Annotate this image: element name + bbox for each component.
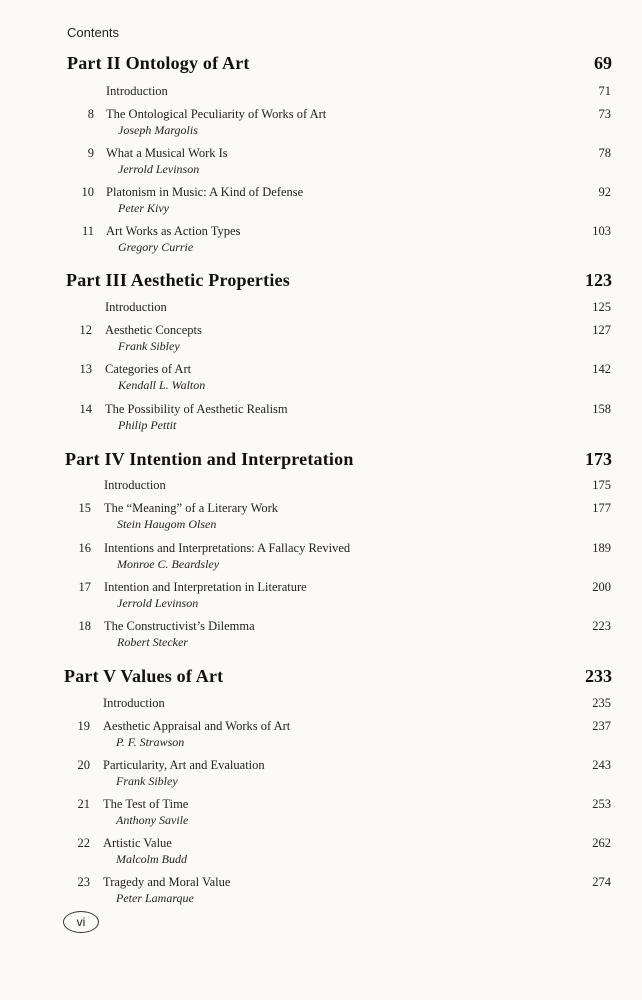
- chapter-author: Gregory Currie: [118, 240, 194, 254]
- toc-chapter-entry[interactable]: [0, 402, 642, 438]
- toc-chapter-entry[interactable]: [0, 501, 642, 537]
- chapter-title: Aesthetic Appraisal and Works of Art: [103, 719, 291, 733]
- chapter-title: Particularity, Art and Evaluation: [103, 758, 265, 772]
- chapter-author: Peter Lamarque: [116, 891, 194, 905]
- chapter-author: Philip Pettit: [118, 418, 177, 432]
- chapter-title: What a Musical Work Is: [106, 146, 228, 160]
- part-page-number: 233: [585, 666, 612, 686]
- entry-page-number: 142: [592, 362, 611, 376]
- part-heading[interactable]: [0, 53, 642, 83]
- chapter-author: Kendall L. Walton: [118, 378, 206, 392]
- chapter-number: 13: [79, 362, 92, 376]
- chapter-author: P. F. Strawson: [116, 735, 185, 749]
- chapter-number: 9: [87, 146, 94, 160]
- chapter-number: 11: [81, 224, 94, 238]
- entry-title: Introduction: [105, 300, 167, 314]
- entry-page-number: 235: [592, 696, 611, 710]
- entry-page-number: 175: [592, 478, 611, 492]
- chapter-number: 8: [87, 107, 94, 121]
- toc-chapter-entry[interactable]: [0, 224, 642, 260]
- entry-page-number: 158: [592, 402, 611, 416]
- chapter-title: Tragedy and Moral Value: [103, 875, 231, 889]
- chapter-author: Frank Sibley: [118, 339, 180, 353]
- chapter-title: The Test of Time: [103, 797, 189, 811]
- toc-chapter-entry[interactable]: [0, 323, 642, 359]
- entry-title: Introduction: [104, 478, 166, 492]
- chapter-number: 19: [77, 719, 90, 733]
- chapter-title: Intentions and Interpretations: A Fallacy Revived: [104, 541, 351, 555]
- chapter-author: Monroe C. Beardsley: [117, 557, 220, 571]
- chapter-author: Robert Stecker: [117, 635, 188, 649]
- entry-page-number: 103: [592, 224, 611, 238]
- part-title: Part V Values of Art: [64, 666, 224, 686]
- entry-page-number: 189: [592, 541, 611, 555]
- toc-chapter-entry[interactable]: [0, 107, 642, 143]
- chapter-number: 20: [77, 758, 90, 772]
- chapter-author: Jerrold Levinson: [118, 162, 200, 176]
- chapter-author: Malcolm Budd: [116, 852, 187, 866]
- entry-title: Introduction: [106, 84, 168, 98]
- running-head: Contents: [67, 25, 120, 40]
- toc-chapter-entry[interactable]: [0, 719, 642, 755]
- entry-page-number: 127: [592, 323, 611, 337]
- chapter-title: The Ontological Peculiarity of Works of Art: [106, 107, 327, 121]
- chapter-number: 17: [78, 580, 91, 594]
- part-heading[interactable]: [0, 270, 642, 300]
- chapter-title: The Constructivist’s Dilemma: [104, 619, 255, 633]
- chapter-title: The Possibility of Aesthetic Realism: [105, 402, 288, 416]
- toc-chapter-entry[interactable]: [0, 580, 642, 616]
- chapter-number: 21: [77, 797, 90, 811]
- chapter-number: 23: [77, 875, 90, 889]
- toc-chapter-entry[interactable]: [0, 541, 642, 577]
- entry-page-number: 237: [592, 719, 611, 733]
- part-title: Part IV Intention and Interpretation: [65, 449, 354, 469]
- page-folio: vi: [63, 911, 99, 933]
- entry-page-number: 223: [592, 619, 611, 633]
- chapter-title: Categories of Art: [105, 362, 192, 376]
- chapter-author: Anthony Savile: [116, 813, 189, 827]
- entry-page-number: 274: [592, 875, 611, 889]
- part-page-number: 69: [594, 53, 612, 73]
- chapter-author: Peter Kivy: [118, 201, 169, 215]
- toc-chapter-entry[interactable]: [0, 758, 642, 794]
- entry-page-number: 78: [598, 146, 611, 160]
- entry-title: Introduction: [103, 696, 165, 710]
- part-title: Part III Aesthetic Properties: [66, 270, 290, 290]
- part-heading[interactable]: [0, 666, 642, 696]
- chapter-title: Aesthetic Concepts: [105, 323, 202, 337]
- entry-page-number: 125: [592, 300, 611, 314]
- entry-page-number: 262: [592, 836, 611, 850]
- chapter-author: Frank Sibley: [116, 774, 178, 788]
- toc-chapter-entry[interactable]: [0, 875, 642, 911]
- chapter-number: 12: [79, 323, 92, 337]
- part-title: Part II Ontology of Art: [67, 53, 250, 73]
- chapter-number: 10: [81, 185, 94, 199]
- chapter-number: 16: [78, 541, 91, 555]
- toc-chapter-entry[interactable]: [0, 797, 642, 833]
- chapter-title: Platonism in Music: A Kind of Defense: [106, 185, 304, 199]
- part-heading[interactable]: [0, 449, 642, 479]
- chapter-author: Stein Haugom Olsen: [117, 517, 217, 531]
- part-page-number: 173: [585, 449, 612, 469]
- chapter-number: 15: [78, 501, 91, 515]
- chapter-title: The “Meaning” of a Literary Work: [104, 501, 279, 515]
- toc-chapter-entry[interactable]: [0, 619, 642, 655]
- chapter-author: Joseph Margolis: [118, 123, 198, 137]
- entry-page-number: 92: [598, 185, 611, 199]
- part-page-number: 123: [585, 270, 612, 290]
- chapter-number: 18: [78, 619, 91, 633]
- entry-page-number: 73: [598, 107, 611, 121]
- chapter-number: 14: [79, 402, 92, 416]
- toc-chapter-entry[interactable]: [0, 185, 642, 221]
- toc-chapter-entry[interactable]: [0, 836, 642, 872]
- chapter-title: Artistic Value: [103, 836, 172, 850]
- entry-page-number: 243: [592, 758, 611, 772]
- entry-page-number: 200: [592, 580, 611, 594]
- chapter-title: Art Works as Action Types: [106, 224, 241, 238]
- chapter-number: 22: [77, 836, 90, 850]
- entry-page-number: 71: [598, 84, 611, 98]
- toc-chapter-entry[interactable]: [0, 362, 642, 398]
- entry-page-number: 177: [592, 501, 611, 515]
- toc-chapter-entry[interactable]: [0, 146, 642, 182]
- chapter-title: Intention and Interpretation in Literature: [104, 580, 307, 594]
- entry-page-number: 253: [592, 797, 611, 811]
- chapter-author: Jerrold Levinson: [117, 596, 199, 610]
